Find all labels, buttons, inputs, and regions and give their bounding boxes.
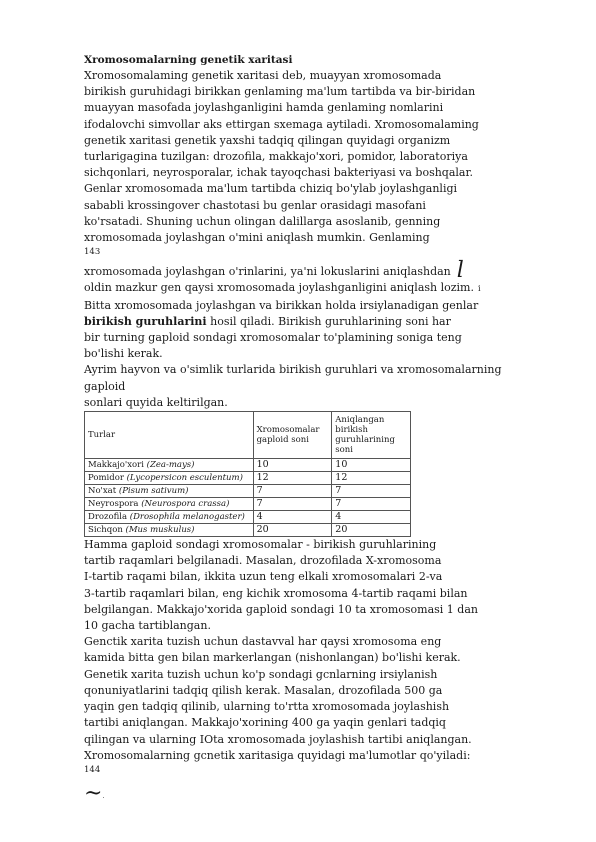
table-cell-haploid: 20	[253, 524, 332, 537]
table-cell-groups: 7	[332, 485, 411, 498]
paragraph-2-line	[84, 258, 524, 284]
table-cell-haploid: 4	[253, 511, 332, 524]
paragraph-1-line: xromosomada joylashgan o'mini aniqlash mumkin. Genlaming	[84, 231, 430, 245]
paragraph-4-line: Genctik xarita tuzish uchun dastavval har qaysi xromosoma eng	[84, 635, 442, 649]
table-cell-groups: 12	[332, 472, 411, 485]
paragraph-4-line: 10 gacha tartiblangan.	[84, 619, 211, 633]
paragraph-2-line: Bitta xromosomada joylashgan va birikkan holda irsiylanadigan genlar	[84, 298, 479, 312]
paragraph-1	[84, 68, 524, 246]
paragraph-2-text: xromosomada joylashgan o'rinlarini, ya'ni lokuslarini aniqlashdan	[84, 265, 451, 279]
tilde-dot: ·	[102, 794, 105, 802]
table-cell-haploid: 10	[253, 459, 332, 472]
stray-letter-i: i	[477, 284, 481, 294]
paragraph-4-line: tartibi aniqlangan. Makkajo'xorining 400 ga yaqin genlari tadqiq	[84, 716, 446, 730]
table-row	[85, 524, 411, 537]
document-page	[84, 54, 524, 809]
paragraph-3-line: Ayrim hayvon va o'simlik turlarida birikish guruhlari va xromosomalarning gaploid	[84, 363, 502, 393]
table-row	[85, 459, 411, 472]
paragraph-1-line: turlarigagina tuzilgan: drozofila, makkajo'xori, pomidor, laboratoriya	[84, 150, 468, 164]
page-number: 144	[84, 764, 101, 775]
paragraph-1-line: muayyan masofada joylashganligini hamda genlaming nomlarini	[84, 101, 444, 115]
section-title: Xromosomalarning genetik xaritasi	[84, 54, 293, 66]
paragraph-4-line: belgilangan. Makkajo'xorida gaploid sondagi 10 ta xromosomasi 1 dan	[84, 602, 478, 616]
table-header-cell: Aniqlangan birikish guruhlarining soni	[332, 412, 411, 459]
paragraph-2-text: oldin mazkur gen qaysi xromosomada joylashganligini aniqlash lozim.	[84, 281, 474, 295]
table-cell-species: Drozofila (Drosophila melanogaster)	[85, 511, 254, 524]
linkage-groups-table	[84, 411, 411, 537]
paragraph-3-line: sonlari quyida keltirilgan.	[84, 395, 228, 409]
paragraph-1-line: Genlar xromosomada ma'lum tartibda chiziq bo'ylab joylashganligi	[84, 182, 458, 196]
table-row	[85, 485, 411, 498]
paragraph-1-line: Xromosomalaming genetik xaritasi deb, muayyan xromosomada	[84, 69, 442, 82]
paragraph-4-line: 3-tartib raqamlari bilan, eng kichik xromosoma 4-tartib raqami bilan	[84, 586, 468, 600]
table-cell-species: No'xat (Pisum sativum)	[85, 485, 254, 498]
paragraph-4-line: qilingan va ularning IOta xromosomada joylashish tartibi aniqlangan.	[84, 732, 472, 746]
paragraph-1-line: genetik xaritasi genetik yaxshi tadqiq qilingan quyidagi organizm	[84, 133, 451, 147]
paragraph-4-line: Hamma gaploid sondagi xromosomalar - birikish guruhlarining	[84, 538, 437, 552]
term-bold: birikish guruhlarini	[84, 314, 207, 328]
table-cell-groups: 20	[332, 524, 411, 537]
table-cell-haploid: 7	[253, 485, 332, 498]
paragraph-2-line	[84, 280, 524, 297]
paragraph-4-line: qonuniyatlarini tadqiq qilish kerak. Masalan, drozofilada 500 ga	[84, 683, 443, 697]
table-cell-species: Sichqon (Mus muskulus)	[85, 524, 254, 537]
paragraph-2-text: hosil qiladi. Birikish guruhlarining soni har	[206, 314, 451, 328]
table-cell-species: Pomidor (Lycopersicon esculentum)	[85, 472, 254, 485]
table-header-cell: Xromosomalar gaploid soni	[253, 412, 332, 459]
paragraph-2-line: bo'lishi kerak.	[84, 347, 163, 361]
table-header-row	[85, 412, 411, 459]
table-cell-species: Neyrospora (Neurospora crassa)	[85, 498, 254, 511]
table-cell-species: Makkajo'xori (Zea-mays)	[85, 459, 254, 472]
page-number: 143	[84, 247, 101, 258]
paragraph-4-line: kamida bitta gen bilan markerlangan (nishonlangan) bo'lishi kerak.	[84, 651, 461, 665]
paragraph-2	[84, 258, 524, 362]
paragraph-4-line: yaqin gen tadqiq qilinib, ularning to'rtta xromosomada joylashish	[84, 700, 450, 714]
paragraph-1-line: sichqonlari, neyrosporalar, ichak tayoqchasi bakteriyasi va boshqalar.	[84, 166, 474, 180]
table-cell-groups: 10	[332, 459, 411, 472]
paragraph-1-line: sababli krossingover chastotasi bu genlar orasidagi masofani	[84, 198, 426, 212]
tilde-glyph: ~	[84, 780, 103, 806]
paragraph-4	[84, 537, 524, 764]
paragraph-1-line: ko'rsatadi. Shuning uchun olingan dalillarga asoslanib, genning	[84, 214, 441, 228]
table-cell-haploid: 7	[253, 498, 332, 511]
paragraph-3	[84, 362, 524, 411]
stray-letter-l: l	[456, 258, 464, 284]
tilde-mark	[84, 780, 524, 809]
table-header-cell: Turlar	[85, 412, 254, 459]
paragraph-4-line: tartib raqamlari belgilanadi. Masalan, drozofilada X-xromosoma	[84, 554, 442, 568]
table-row	[85, 472, 411, 485]
paragraph-4-line: Genetik xarita tuzish uchun ko'p sondagi gcnlarning irsiylanish	[84, 667, 438, 681]
paragraph-1-line: ifodalovchi simvollar aks ettirgan sxemaga aytiladi. Xromosomalaming	[84, 117, 479, 131]
paragraph-2-line: bir turning gaploid sondagi xromosomalar to'plamining soniga teng	[84, 331, 462, 345]
paragraph-2-line	[84, 314, 524, 330]
table-cell-groups: 7	[332, 498, 411, 511]
table-row	[85, 498, 411, 511]
table-cell-groups: 4	[332, 511, 411, 524]
paragraph-4-line: Xromosomalarning gcnetik xaritasiga quyidagi ma'lumotlar qo'yiladi:	[84, 748, 471, 762]
paragraph-1-line: birikish guruhidagi birikkan genlaming ma'lum tartibda va bir-biridan	[84, 85, 476, 99]
table-row	[85, 511, 411, 524]
table-cell-haploid: 12	[253, 472, 332, 485]
paragraph-4-line: I-tartib raqami bilan, ikkita uzun teng elkali xromosomalari 2-va	[84, 570, 443, 584]
